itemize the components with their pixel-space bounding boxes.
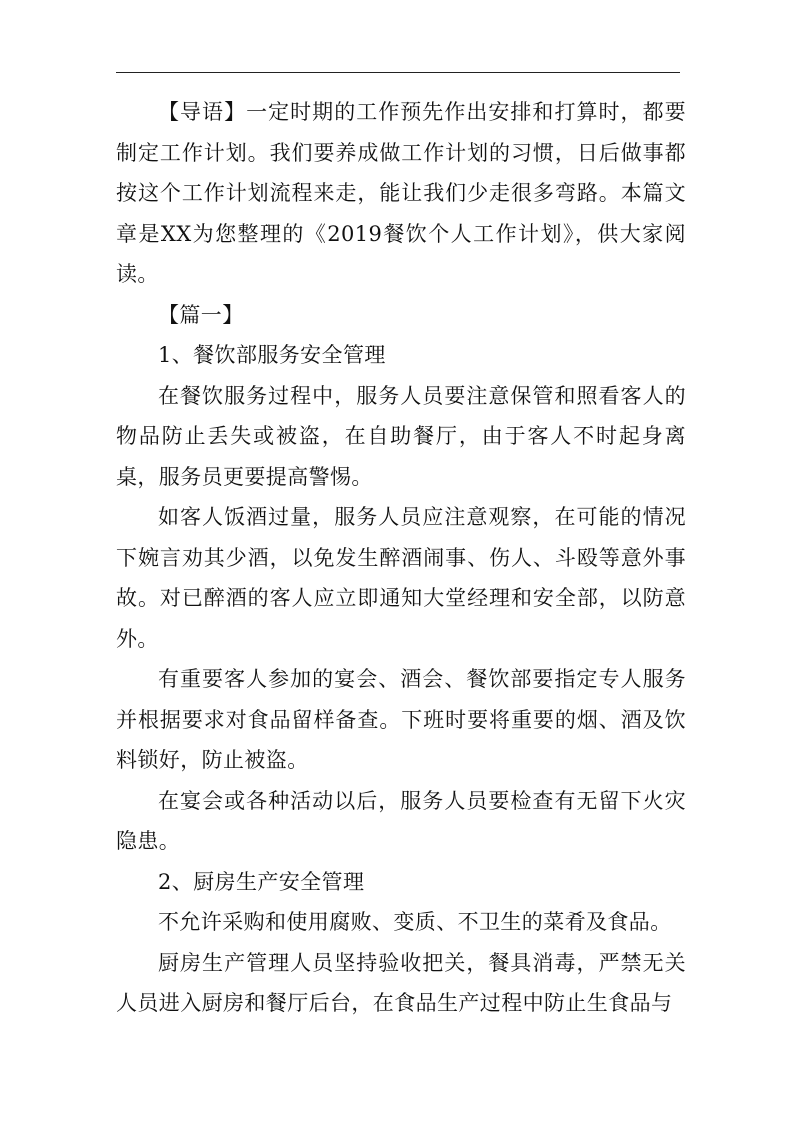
body-paragraph: 在餐饮服务过程中，服务人员要注意保管和照看客人的物品防止丢失或被盗，在自助餐厅，由于客人不时起身离桌，服务员更要提高警惕。: [116, 383, 686, 489]
subheading-dining-safety: 1、餐饮部服务安全管理: [158, 343, 386, 367]
body-paragraph: 在宴会或各种活动以后，服务人员要检查有无留下火灾隐患。: [116, 788, 686, 853]
document-body: [116, 92, 686, 1024]
header-divider: [116, 72, 680, 73]
section-heading-part-one: 【篇一】: [158, 302, 244, 327]
body-paragraph: 有重要客人参加的宴会、酒会、餐饮部要指定专人服务并根据要求对食品留样备查。下班时要将重要的烟、酒及饮料锁好，防止被盗。: [116, 667, 686, 772]
body-paragraph: 不允许采购和使用腐败、变质、不卫生的菜肴及食品。: [158, 910, 672, 934]
body-paragraph: 厨房生产管理人员坚持验收把关，餐具消毒，严禁无关人员进入厨房和餐厅后台，在食品生产过程中防止生食品与: [116, 950, 686, 1015]
body-paragraph: 如客人饭酒过量，服务人员应注意观察，在可能的情况下婉言劝其少酒，以免发生醉酒闹事、伤人、斗殴等意外事故。对已醉酒的客人应立即通知大堂经理和安全部，以防意外。: [116, 505, 686, 651]
subheading-kitchen-safety: 2、厨房生产安全管理: [158, 869, 365, 894]
intro-paragraph: 【导语】一定时期的工作预先作出安排和打算时，都要制定工作计划。我们要养成做工作计划的习惯，日后做事都按这个工作计划流程来走，能让我们少走很多弯路。本篇文章是XX为您整理的《2019餐饮个人工作计划》，供大家阅读。: [116, 100, 686, 286]
